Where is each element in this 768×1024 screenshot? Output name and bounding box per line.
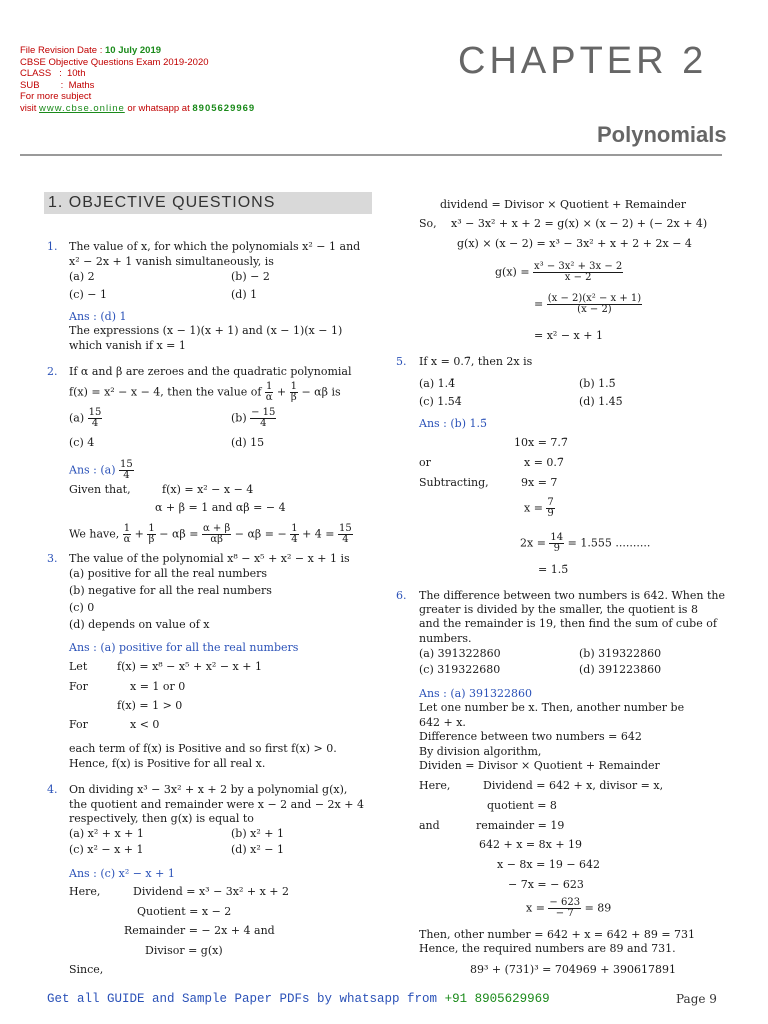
q6-text-4: numbers. [419, 632, 472, 645]
q3-number: 3. [47, 552, 58, 565]
q4-text-3: respectively, then g(x) is equal to [69, 812, 254, 825]
q6-exp-14: Hence, the required numbers are 89 and 731. [419, 942, 676, 955]
q3-conclusion: each term of f(x) is Positive and so first f(x) > 0. [69, 742, 337, 755]
q1-explanation: The expressions (x − 1)(x + 1) and (x − 1)(x − 1) [69, 324, 343, 337]
q2-text: If α and β are zeroes and the quadratic polynomial [69, 365, 352, 378]
q2-option-a: (a) $\frac{15}{4}$ [69, 407, 102, 429]
revision-label: File Revision Date : [20, 45, 106, 56]
q5-option-a: (a) 1.4̄ [419, 377, 456, 390]
class-line: CLASS : 10th [20, 68, 86, 79]
q3-answer: Ans : (a) positive for all the real numbers [69, 641, 299, 654]
q4-answer: Ans : (c) x² − x + 1 [69, 867, 175, 880]
q2-minus-ab: − αβ [301, 385, 328, 399]
q6-exp-3: Difference between two numbers = 642 [419, 730, 642, 743]
q6-exp-15: 89³ + (731)³ = 704969 + 390617891 [470, 963, 677, 976]
q2-frac-1-alpha: $\frac{1}{\alpha}$ [265, 381, 273, 403]
subject-line: SUB : Maths [20, 79, 95, 91]
q5-step-3: 9x = 7 [521, 476, 558, 489]
q5-option-b: (b) 1.5̄ [579, 377, 616, 390]
q2-frac-1-beta: $\frac{1}{\beta}$ [290, 381, 297, 403]
q3-text: The value of the polynomial x⁸ − x⁵ + x² − x + 1 is [69, 552, 350, 565]
revision-date: 10 July 2019 [105, 45, 162, 56]
q4-here: Here, [69, 885, 101, 898]
q1-number: 1. [47, 240, 58, 253]
visit-label: visit [20, 102, 39, 114]
q6-exp-11: − 7x = − 623 [508, 878, 584, 891]
q2-option-c: (c) 4 [69, 436, 95, 449]
q1-option-d: (d) 1 [231, 288, 258, 301]
q3-fx: f(x) = x⁸ − x⁵ + x² − x + 1 [117, 660, 262, 673]
q6-exp-2: 642 + x. [419, 716, 466, 729]
chapter-title: CHAPTER 2 [458, 40, 708, 82]
q4-so: So, [419, 217, 437, 230]
footer-phone: +91 8905629969 [444, 992, 550, 1006]
q6-option-c: (c) 319322680 [419, 663, 501, 676]
q6-exp-10: x − 8x = 19 − 642 [497, 858, 601, 871]
q2-sums: α + β = 1 and αβ = − 4 [155, 501, 286, 514]
q5-step-4: x = $\frac{7}{9}$ [524, 497, 554, 519]
q6-option-d: (d) 391223860 [579, 663, 662, 676]
whatsapp-number: 8905629969 [192, 102, 256, 114]
q6-answer: Ans : (a) 391322860 [419, 687, 532, 700]
q5-text: If x = 0.7̄, then 2x is [419, 355, 533, 368]
q4-number: 4. [47, 783, 58, 796]
q1-option-c: (c) − 1 [69, 288, 107, 301]
section-title: 1. OBJECTIVE QUESTIONS [44, 192, 372, 214]
q6-text-2: greater is divided by the smaller, the quotient is 8 [419, 603, 698, 616]
q5-step-2: x = 0.7̄ [524, 456, 564, 469]
q4-eq-1: x³ − 3x² + x + 2 = g(x) × (x − 2) + (− 2x + 4) [451, 217, 708, 230]
q5-answer: Ans : (b) 1.5̄ [419, 417, 487, 430]
q3-option-a: (a) positive for all the real numbers [69, 567, 268, 580]
q3-for-1: For [69, 680, 88, 693]
q4-option-d: (d) x² − 1 [231, 843, 284, 856]
q3-option-d: (d) depends on value of x [69, 618, 210, 631]
q2-answer: Ans : (a) $\frac{15}{4}$ [69, 459, 133, 481]
q4-option-c: (c) x² − x + 1 [69, 843, 144, 856]
q3-option-b: (b) negative for all the real numbers [69, 584, 272, 597]
more-subject-line: For more subject [20, 91, 92, 102]
q6-here: Here, [419, 779, 451, 792]
right-column [384, 0, 768, 1000]
q4-result: = x² − x + 1 [534, 329, 603, 342]
q6-option-a: (a) 391322860 [419, 647, 501, 660]
q4-remainder: Remainder = − 2x + 4 and [124, 924, 275, 937]
q3-f1: f(x) = 1 > 0 [117, 699, 183, 712]
q1-option-a: (a) 2 [69, 270, 95, 283]
q4-text-2: the quotient and remainder were x − 2 and − 2x + 4 [69, 798, 364, 811]
q6-exp-8: remainder = 19 [476, 819, 565, 832]
q4-text: On dividing x³ − 3x² + x + 2 by a polynomial g(x), [69, 783, 348, 796]
q1-option-b: (b) − 2 [231, 270, 270, 283]
left-column [0, 0, 384, 1000]
q6-text: The difference between two numbers is 642. When the [419, 589, 725, 602]
q2-wehave: We have, $\frac{1}{\alpha}$ + $\frac{1}{\beta}$ − αβ = $\frac{\alpha + \beta}{\alpha\beta}$ − αβ = − $\frac{1}{4}$ + 4 = $\frac{15}{4}$ [69, 523, 352, 545]
exam-line: CBSE Objective Questions Exam 2019-2020 [20, 56, 209, 68]
q4-eq-2: g(x) × (x − 2) = x³ − 3x² + x + 2 + 2x − 4 [457, 237, 692, 250]
q3-let: Let [69, 660, 88, 673]
q5-or: or [419, 456, 431, 469]
q2-option-b: (b) $\frac{- 15}{4}$ [231, 407, 276, 429]
q2-option-d: (d) 15 [231, 436, 265, 449]
q3-for-2: For [69, 718, 88, 731]
page-number: Page 9 [676, 992, 717, 1006]
q6-text-3: and the remainder is 19, then find the sum of cube of [419, 617, 717, 630]
q3-x-neg: x < 0 [130, 718, 160, 731]
q4-since: Since, [69, 963, 104, 976]
q3-x-values: x = 1 or 0 [130, 680, 186, 693]
q2-given: Given that, [69, 483, 131, 496]
q3-conclusion-2: Hence, f(x) is Positive for all real x. [69, 757, 266, 770]
q1-text: The value of x, for which the polynomials x² − 1 and [69, 240, 361, 253]
q4-divisor: Divisor = g(x) [145, 944, 223, 957]
q6-option-b: (b) 319322860 [579, 647, 662, 660]
q5-option-c: (c) 1.54̄ [419, 395, 462, 408]
q6-exp-13: Then, other number = 642 + x = 642 + 89 = 731 [419, 928, 696, 941]
q5-result: = 1.5̄ [538, 563, 569, 576]
q2-fx: f(x) = x² − x − 4 [162, 483, 254, 496]
q6-and: and [419, 819, 440, 832]
q4-option-a: (a) x² + x + 1 [69, 827, 144, 840]
q1-answer: Ans : (d) 1 [69, 310, 127, 323]
q2-plus: + [276, 385, 287, 399]
q4-quotient: Quotient = x − 2 [137, 905, 232, 918]
q2-number: 2. [47, 365, 58, 378]
q4-eq-3: g(x) = $\frac{\text{x³ − 3x² + 3x − 2}}{x - 2}$ [495, 261, 623, 283]
q6-exp-1: Let one number be x. Then, another number be [419, 701, 685, 714]
q4-eq-4: = $\frac{\text{(x − 2)(x² − x + 1)}}{(x - 2)}$ [534, 293, 642, 315]
q2-text-2 [69, 382, 341, 403]
q5-option-d: (d) 1.45̄ [579, 395, 623, 408]
q5-number: 5. [396, 355, 407, 368]
q4-option-b: (b) x² + 1 [231, 827, 284, 840]
site-link[interactable]: www.cbse.online [39, 102, 125, 114]
whatsapp-label: or whatsapp at [124, 102, 193, 114]
q1-explanation-2: which vanish if x = 1 [69, 339, 186, 352]
q6-exp-9: 642 + x = 8x + 19 [479, 838, 583, 851]
q2-text-3: is [327, 385, 341, 399]
q6-exp-7: quotient = 8 [487, 799, 557, 812]
q1-text-2: x² − 2x + 1 vanish simultaneously, is [69, 255, 274, 268]
q6-exp-6: Dividend = 642 + x, divisor = x, [483, 779, 664, 792]
q6-exp-12: x = $\frac{- 623}{- 7}$ = 89 [526, 897, 612, 919]
q2-text-2a: f(x) = x² − x − 4, then the value of [69, 385, 262, 399]
q6-exp-4: By division algorithm, [419, 745, 542, 758]
q4-division-algorithm: dividend = Divisor × Quotient + Remainder [440, 198, 687, 211]
q5-subtracting: Subtracting, [419, 476, 489, 489]
q6-exp-5: Dividen = Divisor × Quotient + Remainder [419, 759, 660, 772]
q5-step-5: 2x = $\frac{14}{9}$ = 1.555 .......... [520, 532, 651, 554]
q5-step-1: 10x = 7.7̄ [514, 436, 568, 449]
q4-dividend: Dividend = x³ − 3x² + x + 2 [133, 885, 290, 898]
q3-option-c: (c) 0 [69, 601, 95, 614]
topic-title: Polynomials [597, 122, 727, 147]
q6-number: 6. [396, 589, 407, 602]
footer-note [47, 992, 550, 1006]
footer-text: Get all GUIDE and Sample Paper PDFs by whatsapp from [47, 992, 445, 1006]
